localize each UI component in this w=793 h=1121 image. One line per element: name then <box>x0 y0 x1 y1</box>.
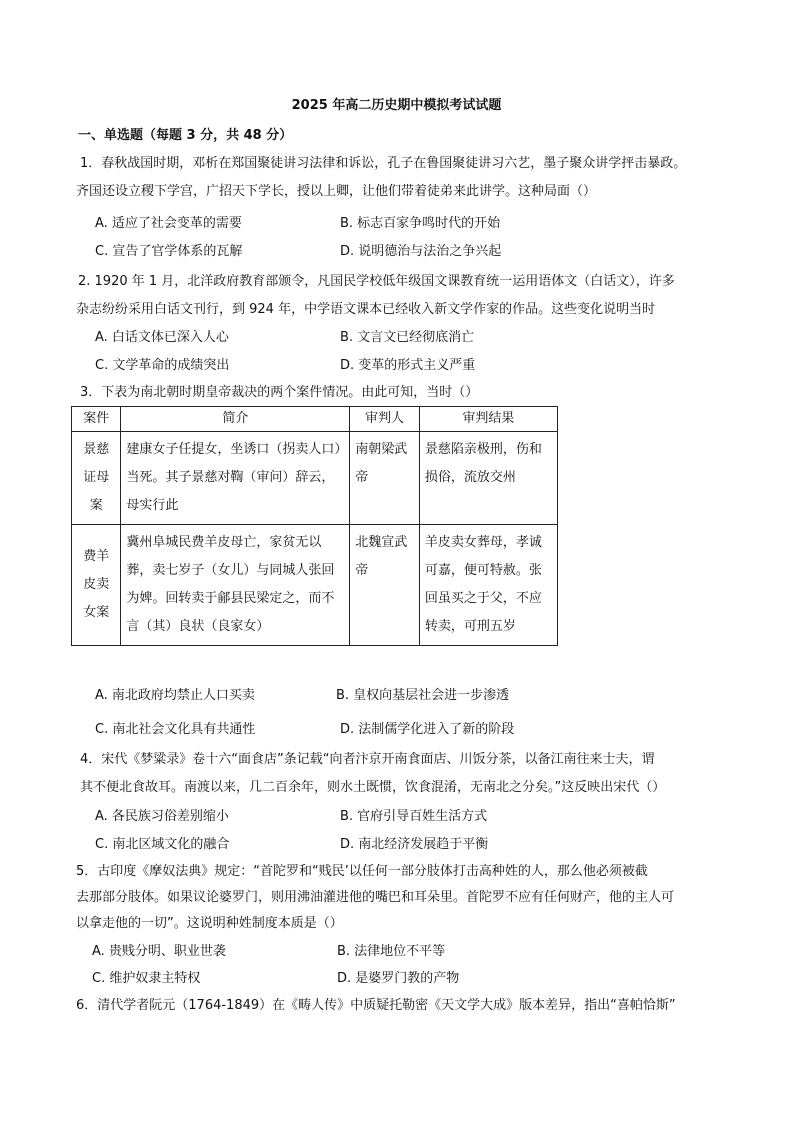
table-cell-intro: 建康女子任提女，坐诱口（拐卖人口）当死。其子景慈对鞫（审问）辞云，母实行此 <box>121 432 350 525</box>
question-1-line-1: 1．春秋战国时期，邓析在郑国聚徒讲习法律和诉讼，孔子在鲁国聚徒讲习六艺，墨子聚众讲学抨击暴政。 <box>80 156 687 171</box>
question-2-line-2: 杂志纷纷采用白话文刊行，到 924 年，中学语文课本已经收入新文学作家的作品。这些变化说明当时 <box>76 302 656 317</box>
table-cell-judge: 北魏宣武帝 <box>350 525 420 646</box>
question-6-line-1: 6．清代学者阮元（1764-1849）在《畴人传》中质疑托勒密《天文学大成》版本差异，指出“喜帕恰斯” <box>76 998 676 1013</box>
question-5-option-c: C. 维护奴隶主特权 <box>92 971 201 986</box>
question-1-option-a: A. 适应了社会变革的需要 <box>95 216 242 231</box>
question-4-option-a: A. 各民族习俗差别缩小 <box>95 809 229 824</box>
question-5-option-b: B. 法律地位不平等 <box>337 944 446 959</box>
table-header-row <box>72 407 558 432</box>
question-1-option-c: C. 宣告了官学体系的瓦解 <box>95 244 243 259</box>
table-cell-judge: 南朝梁武帝 <box>350 432 420 525</box>
question-2-option-c: C. 文学革命的成绩突出 <box>95 358 230 373</box>
table-header-cell: 审判结果 <box>419 407 557 432</box>
section-heading: 一、单选题（每题 3 分，共 48 分） <box>78 128 293 143</box>
table-cell-intro: 冀州阜城民费羊皮母亡，家贫无以葬，卖七岁子（女儿）与同城人张回为婢。回转卖于鄃县民梁定之，而不言（其）良状（良家女） <box>121 525 350 646</box>
table-header-cell: 审判人 <box>350 407 420 432</box>
table-row <box>72 432 558 525</box>
page-title: 2025 年高二历史期中模拟考试试题 <box>291 98 502 113</box>
question-4-option-b: B. 官府引导百姓生活方式 <box>340 809 488 824</box>
question-5-option-d: D. 是婆罗门教的产物 <box>337 971 460 986</box>
table-header-cell: 案件 <box>72 407 121 432</box>
question-5-line-3: 以拿走他的一切”。这说明种姓制度本质是（） <box>76 916 343 931</box>
question-3-option-b: B. 皇权向基层社会进一步渗透 <box>336 688 510 703</box>
question-1-option-b: B. 标志百家争鸣时代的开始 <box>340 216 501 231</box>
table-cell-case: 费羊皮卖女案 <box>72 525 121 646</box>
question-5-line-1: 5．古印度《摩奴法典》规定：“首陀罗和“贱民’以任何一部分肢体打击高种姓的人，那么他必须被截 <box>76 864 648 879</box>
question-3-option-d: D. 法制儒学化进入了新的阶段 <box>340 722 515 737</box>
table-header-cell: 简介 <box>121 407 350 432</box>
question-5-option-a: A. 贵贱分明、职业世袭 <box>92 944 226 959</box>
question-4-option-c: C. 南北区域文化的融合 <box>95 837 230 852</box>
question-3-option-a: A. 南北政府均禁止人口买卖 <box>95 688 255 703</box>
question-2-option-b: B. 文言文已经彻底消亡 <box>340 330 475 345</box>
question-1-option-d: D. 说明德治与法治之争兴起 <box>340 244 502 259</box>
question-4-line-2: 其不便北食故耳。南渡以来，几二百余年，则水土既惯，饮食混淆，无南北之分矣。”这反映出宋代（） <box>80 780 666 795</box>
table-row <box>72 525 558 646</box>
question-4-line-1: 4．宋代《梦粱录》卷十六“面食店”条记载“向者汴京开南食面店、川饭分茶，以备江南往来士夫，谓 <box>80 752 655 767</box>
question-2-option-d: D. 变革的形式主义严重 <box>340 358 476 373</box>
question-4-option-d: D. 南北经济发展趋于平衡 <box>340 837 489 852</box>
question-3-line-1: 3．下表为南北朝时期皇帝裁决的两个案件情况。由此可知，当时（） <box>80 385 479 400</box>
table-cell-result: 景慈陷亲极刑，伤和损俗，流放交州 <box>419 432 557 525</box>
table-cell-result: 羊皮卖女葬母，孝诚可嘉，便可特赦。张回虽买之于父，不应转卖，可刑五岁 <box>419 525 557 646</box>
cases-table <box>71 406 558 646</box>
question-2-line-1: 2. 1920 年 1 月，北洋政府教育部颁令，凡国民学校低年级国文课教育统一运用语体文（白话文），许多 <box>78 274 675 289</box>
question-1-line-2: 齐国还设立稷下学宫，广招天下学长，授以上卿，让他们带着徒弟来此讲学。这种局面（） <box>76 184 597 199</box>
question-2-option-a: A. 白话文体已深入人心 <box>95 330 229 345</box>
question-5-line-2: 去那部分肢体。如果议论婆罗门，则用沸油灌进他的嘴巴和耳朵里。首陀罗不应有任何财产，他的主人可 <box>76 890 675 905</box>
table-cell-case: 景慈证母案 <box>72 432 121 525</box>
question-3-option-c: C. 南北社会文化具有共通性 <box>95 722 256 737</box>
